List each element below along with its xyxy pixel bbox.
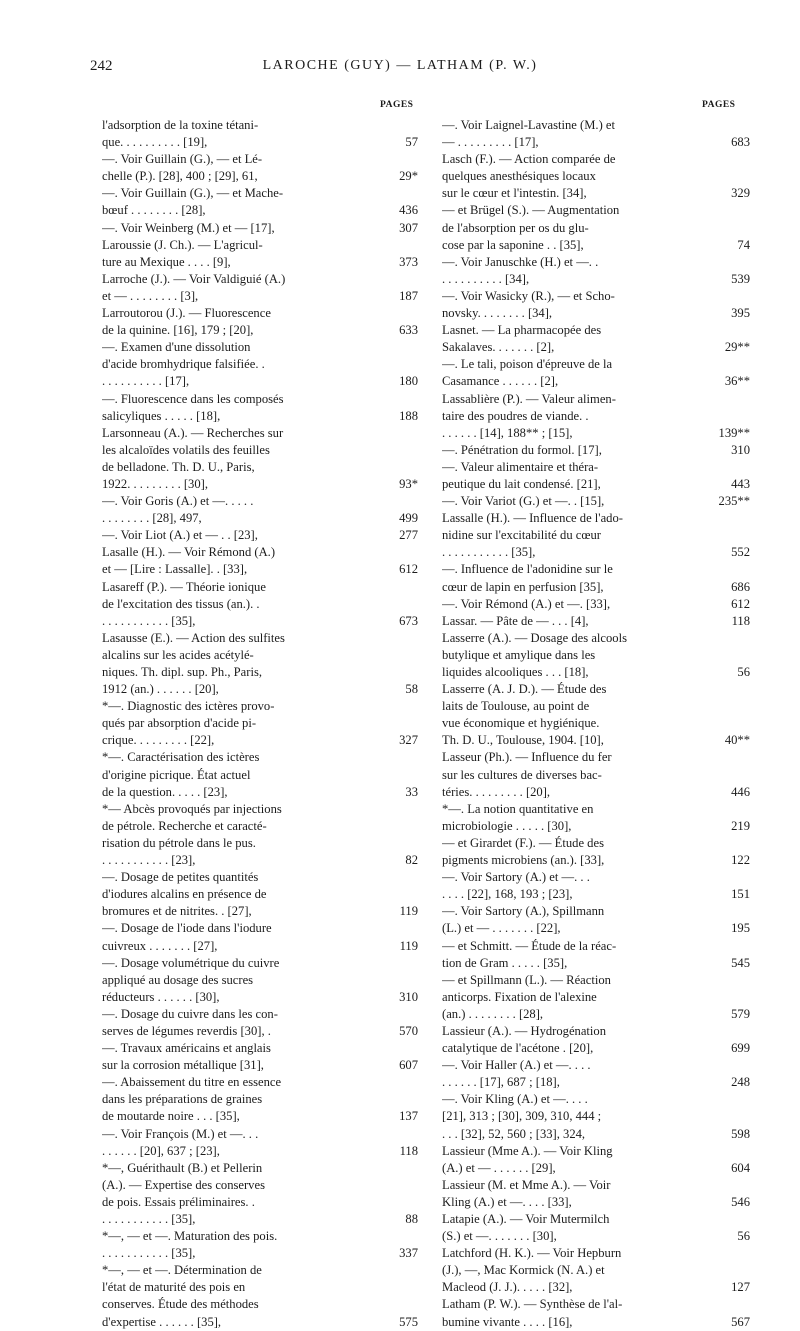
- page-reference: 310: [399, 989, 418, 1004]
- index-entry-line: et — . . . . . . . . [3],: [102, 288, 199, 303]
- index-entry-line: Lasareff (P.). — Théorie ionique: [102, 579, 266, 594]
- page-reference: 56: [737, 665, 750, 679]
- index-entry-line: —. Voir Januschke (H.) et —. .: [442, 254, 599, 269]
- right-column-heading: PAGES: [702, 100, 736, 110]
- page-reference: 395: [731, 306, 750, 321]
- index-entry: [102, 271, 418, 305]
- index-entry-line: *—, Guérithault (B.) et Pellerin: [102, 1160, 263, 1175]
- index-entry-line: —. Abaissement du titre en essence: [102, 1075, 282, 1090]
- index-entry-line: Laroussie (J. Ch.). — L'agricul-: [102, 237, 263, 252]
- index-entry: [102, 339, 418, 390]
- page-reference: 567: [731, 1314, 750, 1329]
- index-entry-line: . . . . . . . . . . . [23],: [102, 853, 196, 868]
- index-entry-line: —. Voir François (M.) et —. . .: [102, 1126, 259, 1141]
- index-entry-line: Lassieur (Mme A.). — Voir Kling: [442, 1143, 613, 1158]
- index-entry-line: microbiologie . . . . . [30],: [442, 818, 572, 833]
- index-entry-line: de belladone. Th. D. U., Paris,: [102, 459, 255, 474]
- page-reference: 195: [731, 921, 750, 936]
- index-entry-line: de pois. Essais préliminaires. .: [102, 1194, 255, 1209]
- index-entry: [442, 510, 750, 561]
- index-entry-line: cœur de lapin en perfusion [35],: [442, 579, 604, 594]
- index-entry-line: *—. Diagnostic des ictères provo-: [102, 699, 275, 714]
- index-entry: [442, 1023, 750, 1057]
- index-entry: [102, 117, 418, 151]
- index-entry-line: réducteurs . . . . . . [30],: [102, 989, 220, 1004]
- index-entry-line: —. Voir Rémond (A.) et —. [33],: [442, 596, 611, 611]
- index-entry: [442, 596, 750, 613]
- index-entry-line: niques. Th. dipl. sup. Ph., Paris,: [102, 665, 262, 679]
- left-index-column: [102, 117, 418, 1331]
- running-title: LAROCHE (GUY) — LATHAM (P. W.): [262, 58, 538, 73]
- index-entry-line: Th. D. U., Toulouse, 1904. [10],: [442, 733, 604, 748]
- page-reference: 570: [399, 1023, 418, 1038]
- index-entry-line: ture au Mexique . . . . [9],: [102, 254, 231, 269]
- index-entry-line: et — [Lire : Lassalle]. . [33],: [102, 562, 248, 577]
- index-entry-line: cose par la saponine . . [35],: [442, 237, 584, 252]
- page-reference: 546: [731, 1194, 750, 1209]
- index-entry-line: —. Voir Guillain (G.), — et Mache-: [102, 186, 284, 201]
- index-entry-line: Latham (P. W.). — Synthèse de l'al-: [442, 1297, 623, 1312]
- index-entry-line: —. Voir Laignel-Lavastine (M.) et: [442, 118, 616, 132]
- index-entry: [442, 151, 750, 202]
- index-entry-line: —. Pénétration du formol. [17],: [442, 442, 602, 457]
- page-reference: 337: [399, 1246, 418, 1261]
- index-entry-line: —. Valeur alimentaire et théra-: [442, 459, 599, 474]
- page-reference: 137: [399, 1109, 418, 1124]
- index-entry-line: Larroutorou (J.). — Fluorescence: [102, 306, 271, 321]
- index-entry-line: (an.) . . . . . . . . [28],: [442, 1006, 544, 1021]
- page-reference: 539: [731, 271, 750, 286]
- index-entry-line: Lasausse (E.). — Action des sulfites: [102, 630, 285, 645]
- index-entry-line: bumine vivante . . . . [16],: [442, 1314, 573, 1329]
- index-entry-line: —. Dosage de petites quantités: [102, 870, 259, 885]
- index-entry: [102, 425, 418, 493]
- index-entry-line: crique. . . . . . . . . [22],: [102, 733, 215, 748]
- index-entry: [102, 1006, 418, 1040]
- index-entry: [102, 630, 418, 698]
- index-entry-line: tion de Gram . . . . . [35],: [442, 955, 568, 970]
- index-entry: [102, 1040, 418, 1074]
- index-entry-line: . . . . [22], 168, 193 ; [23],: [442, 887, 573, 902]
- index-entry-line: de moutarde noire . . . [35],: [102, 1109, 240, 1124]
- index-entry-line: sur les cultures de diverses bac-: [442, 767, 602, 782]
- right-index-column: [442, 117, 750, 1331]
- index-entry-line: de pétrole. Recherche et caracté-: [102, 818, 267, 833]
- index-entry: [442, 1091, 750, 1142]
- index-entry-line: sur le cœur et l'intestin. [34],: [442, 186, 587, 201]
- index-entry: [102, 237, 418, 271]
- page-reference: 127: [731, 1280, 750, 1295]
- index-entry-line: . . . . . . [14], 188** ; [15],: [442, 425, 573, 440]
- index-entry: [442, 869, 750, 903]
- index-entry-line: —. Travaux américains et anglais: [102, 1041, 271, 1056]
- index-entry-line: — et Spillmann (L.). — Réaction: [442, 972, 611, 987]
- index-entry-line: sur la corrosion métallique [31],: [102, 1058, 264, 1073]
- index-entry: [442, 459, 750, 493]
- page-reference: 307: [399, 220, 418, 235]
- index-entry-line: anticorps. Fixation de l'alexine: [442, 989, 597, 1004]
- left-column-heading: PAGES: [380, 100, 414, 110]
- index-entry-line: *— Abcès provoqués par injections: [102, 801, 282, 816]
- index-entry-line: Lassar. — Pâte de — . . . [4],: [442, 613, 589, 628]
- page-reference: 93*: [399, 476, 418, 491]
- page-reference: 74: [737, 237, 750, 252]
- page-reference: 82: [405, 853, 418, 868]
- index-entry-line: les alcaloïdes volatils des feuilles: [102, 442, 270, 457]
- index-entry-line: butylique et amylique dans les: [442, 647, 596, 662]
- page-reference: 552: [731, 545, 750, 560]
- index-entry-line: Macleod (J. J.). . . . . [32],: [442, 1280, 573, 1295]
- index-entry-line: . . . . . . . . . . . [35],: [102, 1246, 196, 1261]
- index-entry-line: Lasnet. — La pharmacopée des: [442, 323, 602, 338]
- page-number: 242: [90, 58, 113, 74]
- page-reference: 88: [405, 1212, 418, 1226]
- index-entry-line: chelle (P.). [28], 400 ; [29], 61,: [102, 169, 258, 184]
- page-reference: 604: [731, 1160, 750, 1175]
- index-entry-line: — et Girardet (F.). — Étude des: [442, 835, 604, 850]
- index-entry-line: . . . . . . [17], 687 ; [18],: [442, 1075, 560, 1090]
- page-reference: 575: [399, 1314, 418, 1329]
- index-entry: [102, 869, 418, 920]
- index-entry: [102, 305, 418, 339]
- index-entry-line: l'adsorption de la toxine tétani-: [102, 118, 259, 132]
- index-entry: [102, 151, 418, 185]
- page-reference: 57: [405, 135, 418, 150]
- index-entry-line: (L.) et — . . . . . . . [22],: [442, 921, 561, 936]
- index-entry-line: . . . . . . [20], 637 ; [23],: [102, 1143, 220, 1158]
- page-reference: 188: [399, 408, 418, 423]
- index-entry-line: . . . [32], 52, 560 ; [33], 324,: [442, 1126, 586, 1141]
- page-reference: 579: [731, 1006, 750, 1021]
- page-reference: 673: [399, 613, 418, 628]
- index-entry-line: Latchford (H. K.). — Voir Hepburn: [442, 1246, 622, 1261]
- index-entry: [442, 391, 750, 442]
- index-entry: [442, 322, 750, 356]
- index-entry: [442, 493, 750, 510]
- index-entry-line: conserves. Étude des méthodes: [102, 1297, 259, 1312]
- index-entry-line: d'acide bromhydrique falsifiée. .: [102, 357, 265, 372]
- index-entry: [102, 391, 418, 425]
- index-entry-line: Lassalle (H.). — Influence de l'ado-: [442, 511, 623, 526]
- page-reference: 58: [405, 682, 418, 697]
- index-entry: [102, 920, 418, 954]
- index-entry: [442, 801, 750, 835]
- page-reference: 33: [405, 784, 418, 799]
- index-entry-line: appliqué au dosage des sucres: [102, 972, 254, 987]
- index-entry-line: (J.), —, Mac Kormick (N. A.) et: [442, 1263, 605, 1278]
- index-entry-line: liquides alcooliques . . . [18],: [442, 665, 589, 679]
- index-entry: [442, 938, 750, 972]
- page-reference: 446: [731, 784, 750, 799]
- index-entry-line: *—, — et —. Maturation des pois.: [102, 1229, 278, 1244]
- index-entry-line: Lasseur (Ph.). — Influence du fer: [442, 750, 612, 765]
- index-entry: [442, 1211, 750, 1245]
- page-reference: 607: [399, 1058, 418, 1073]
- index-entry-line: d'origine picrique. État actuel: [102, 767, 251, 782]
- index-entry-line: nidine sur l'excitabilité du cœur: [442, 528, 601, 543]
- page-reference: 187: [399, 288, 418, 303]
- index-entry: [442, 1177, 750, 1211]
- index-entry-line: d'expertise . . . . . . [35],: [102, 1314, 222, 1329]
- index-entry: [442, 1057, 750, 1091]
- index-entry-line: —. Voir Guillain (G.), — et Lé-: [102, 152, 263, 167]
- page-reference: 598: [731, 1126, 750, 1141]
- index-entry-line: —. Voir Wasicky (R.), — et Scho-: [442, 288, 615, 303]
- index-entry: [102, 1126, 418, 1160]
- index-entry: [102, 579, 418, 630]
- page-reference: 499: [399, 511, 418, 526]
- page-reference: 122: [731, 853, 750, 868]
- index-entry-line: . . . . . . . . . . . [35],: [442, 545, 536, 560]
- index-entry: [102, 1160, 418, 1228]
- index-entry-line: —. Voir Liot (A.) et — . . [23],: [102, 528, 258, 543]
- index-entry-line: Lasserre (A. J. D.). — Étude des: [442, 682, 607, 697]
- index-entry: [442, 681, 750, 749]
- index-entry-line: serves de légumes reverdis [30], .: [102, 1023, 271, 1038]
- index-entry-line: —. Dosage de l'iode dans l'iodure: [102, 921, 272, 936]
- index-entry: [442, 254, 750, 288]
- index-entry-line: bromures et de nitrites. . [27],: [102, 904, 252, 919]
- index-entry-line: —. Voir Variot (G.) et —. . [15],: [442, 494, 605, 509]
- index-entry: [102, 1228, 418, 1262]
- index-entry-line: de la quinine. [16], 179 ; [20],: [102, 323, 254, 338]
- index-entry-line: de la question. . . . . [23],: [102, 784, 228, 799]
- index-entry-line: —. Examen d'une dissolution: [102, 340, 251, 355]
- index-entry: [102, 955, 418, 1006]
- index-entry: [102, 185, 418, 219]
- page-reference: 612: [399, 562, 418, 577]
- page-reference: 248: [731, 1075, 750, 1090]
- index-entry-line: Kling (A.) et —. . . . [33],: [442, 1194, 572, 1209]
- index-entry-line: salicyliques . . . . . [18],: [102, 408, 221, 423]
- index-entry-line: téries. . . . . . . . . [20],: [442, 784, 551, 799]
- index-entry: [442, 1296, 750, 1330]
- index-entry: [442, 442, 750, 459]
- page-reference: 29*: [399, 169, 418, 184]
- index-entry: [442, 117, 750, 151]
- index-entry-line: . . . . . . . . . . [17],: [102, 374, 190, 389]
- page-reference: 119: [399, 904, 418, 919]
- page-reference: 235**: [718, 494, 750, 509]
- index-entry-line: de l'absorption per os du glu-: [442, 220, 589, 235]
- index-entry-line: Larsonneau (A.). — Recherches sur: [102, 425, 284, 440]
- index-entry-line: que. . . . . . . . . . [19],: [102, 135, 208, 150]
- index-entry-line: alcalins sur les acides acétylé-: [102, 647, 254, 662]
- page-reference: 40**: [724, 733, 750, 748]
- index-entry-line: Lassablière (P.). — Valeur alimen-: [442, 391, 616, 406]
- index-entry-line: —. Dosage volumétrique du cuivre: [102, 955, 280, 970]
- page-reference: 373: [399, 254, 418, 269]
- index-entry: [102, 1074, 418, 1125]
- index-entry: [442, 288, 750, 322]
- index-entry-line: Lassieur (A.). — Hydrogénation: [442, 1023, 607, 1038]
- index-entry-line: *—, — et —. Détermination de: [102, 1263, 262, 1278]
- index-entry: [442, 835, 750, 869]
- index-entry-line: — et Schmitt. — Étude de la réac-: [442, 938, 617, 953]
- index-entry-line: laits de Toulouse, au point de: [442, 699, 590, 714]
- index-entry-line: taire des poudres de viande. .: [442, 408, 589, 423]
- index-entry-line: *—. Caractérisation des ictères: [102, 750, 260, 765]
- index-entry: [442, 972, 750, 1023]
- index-entry: [102, 527, 418, 544]
- index-entry: [442, 202, 750, 253]
- index-entry-line: risation du pétrole dans le pus.: [102, 835, 256, 850]
- index-entry-line: de l'excitation des tissus (an.). .: [102, 596, 260, 611]
- index-entry-line: d'iodures alcalins en présence de: [102, 887, 267, 902]
- page-reference: 151: [731, 887, 750, 902]
- index-entry-line: —. Voir Kling (A.) et —. . . .: [442, 1092, 588, 1107]
- index-entry: [442, 561, 750, 595]
- index-entry-line: Casamance . . . . . . [2],: [442, 374, 559, 389]
- index-entry-line: (A.) et — . . . . . . [29],: [442, 1160, 556, 1175]
- index-entry-line: . . . . . . . . . . . [35],: [102, 1212, 196, 1226]
- page-reference: 686: [731, 579, 750, 594]
- index-entry-line: (A.). — Expertise des conserves: [102, 1177, 265, 1192]
- index-entry-line: — . . . . . . . . . [17],: [442, 135, 539, 150]
- index-entry: [442, 1143, 750, 1177]
- page-reference: 119: [399, 938, 418, 953]
- index-entry-line: Lassieur (M. et Mme A.). — Voir: [442, 1177, 611, 1192]
- index-entry-line: cuivreux . . . . . . . [27],: [102, 938, 218, 953]
- index-entry-line: (S.) et —. . . . . . . [30],: [442, 1229, 557, 1244]
- page-reference: 633: [399, 323, 418, 338]
- page-reference: 310: [731, 442, 750, 457]
- index-entry: [442, 749, 750, 800]
- index-entry-line: qués par absorption d'acide pi-: [102, 716, 257, 731]
- index-entry: [442, 613, 750, 630]
- index-entry-line: [21], 313 ; [30], 309, 310, 444 ;: [442, 1109, 602, 1124]
- page-reference: 139**: [718, 425, 750, 440]
- index-entry-line: —. Dosage du cuivre dans les con-: [102, 1006, 278, 1021]
- page-reference: 329: [731, 186, 750, 201]
- index-entry-line: Sakalaves. . . . . . . [2],: [442, 340, 555, 355]
- page-reference: 683: [731, 135, 750, 150]
- index-entry: [442, 903, 750, 937]
- page-reference: 219: [731, 818, 750, 833]
- page-reference: 118: [731, 613, 750, 628]
- index-entry: [442, 1245, 750, 1296]
- index-entry: [102, 749, 418, 800]
- index-entry-line: novsky. . . . . . . . [34],: [442, 306, 553, 321]
- index-entry-line: —. Le tali, poison d'épreuve de la: [442, 357, 613, 372]
- page-reference: 699: [731, 1041, 750, 1056]
- index-entry-line: pigments microbiens (an.). [33],: [442, 853, 605, 868]
- page-reference: 56: [737, 1229, 750, 1244]
- index-entry-line: Lasalle (H.). — Voir Rémond (A.): [102, 545, 276, 560]
- index-entry-line: . . . . . . . . . . [34],: [442, 271, 530, 286]
- index-entry-line: Latapie (A.). — Voir Mutermilch: [442, 1212, 610, 1226]
- page-reference: 29**: [724, 340, 750, 355]
- index-entry-line: —. Voir Sartory (A.) et —. . .: [442, 870, 590, 885]
- index-entry-line: . . . . . . . . [28], 497,: [102, 511, 202, 526]
- page-reference: 545: [731, 955, 750, 970]
- index-entry-line: quelques anesthésiques locaux: [442, 169, 596, 184]
- index-entry: [442, 630, 750, 681]
- index-entry-line: *—. La notion quantitative en: [442, 801, 594, 816]
- index-entry-line: —. Voir Goris (A.) et —. . . . .: [102, 494, 254, 509]
- index-entry-line: —. Influence de l'adonidine sur le: [442, 562, 613, 577]
- page-reference: 36**: [724, 374, 750, 389]
- page-reference: 436: [399, 203, 418, 218]
- index-entry: [102, 220, 418, 237]
- page-reference: 277: [399, 528, 418, 543]
- index-entry-line: — et Brügel (S.). — Augmentation: [442, 203, 620, 218]
- index-entry: [102, 493, 418, 527]
- page-reference: 443: [731, 476, 750, 491]
- index-entry-line: —. Voir Weinberg (M.) et — [17],: [102, 220, 275, 235]
- index-entry-line: . . . . . . . . . . . [35],: [102, 613, 196, 628]
- page-reference: 612: [731, 596, 750, 611]
- index-entry: [102, 544, 418, 578]
- index-entry-line: dans les préparations de graines: [102, 1092, 263, 1107]
- index-entry: [102, 801, 418, 869]
- index-entry-line: Larroche (J.). — Voir Valdiguié (A.): [102, 271, 286, 286]
- index-entry-line: 1912 (an.) . . . . . . [20],: [102, 682, 219, 697]
- page-reference: 118: [399, 1143, 418, 1158]
- index-entry-line: peutique du lait condensé. [21],: [442, 476, 601, 491]
- index-entry-line: vue économique et hygiénique.: [442, 716, 600, 731]
- index-entry-line: —. Voir Sartory (A.), Spillmann: [442, 904, 605, 919]
- index-entry-line: —. Fluorescence dans les composés: [102, 391, 284, 406]
- index-entry-line: 1922. . . . . . . . . [30],: [102, 476, 208, 491]
- index-entry-line: catalytique de l'acétone . [20],: [442, 1041, 594, 1056]
- page-reference: 180: [399, 374, 418, 389]
- index-entry-line: Lasserre (A.). — Dosage des alcools: [442, 630, 627, 645]
- index-entry-line: —. Voir Haller (A.) et —. . . .: [442, 1058, 591, 1073]
- page-reference: 327: [399, 733, 418, 748]
- index-entry-line: Lasch (F.). — Action comparée de: [442, 152, 616, 167]
- index-entry-line: bœuf . . . . . . . . [28],: [102, 203, 206, 218]
- index-entry: [102, 698, 418, 749]
- index-entry: [442, 356, 750, 390]
- index-entry: [102, 1262, 418, 1330]
- index-entry-line: l'état de maturité des pois en: [102, 1280, 246, 1295]
